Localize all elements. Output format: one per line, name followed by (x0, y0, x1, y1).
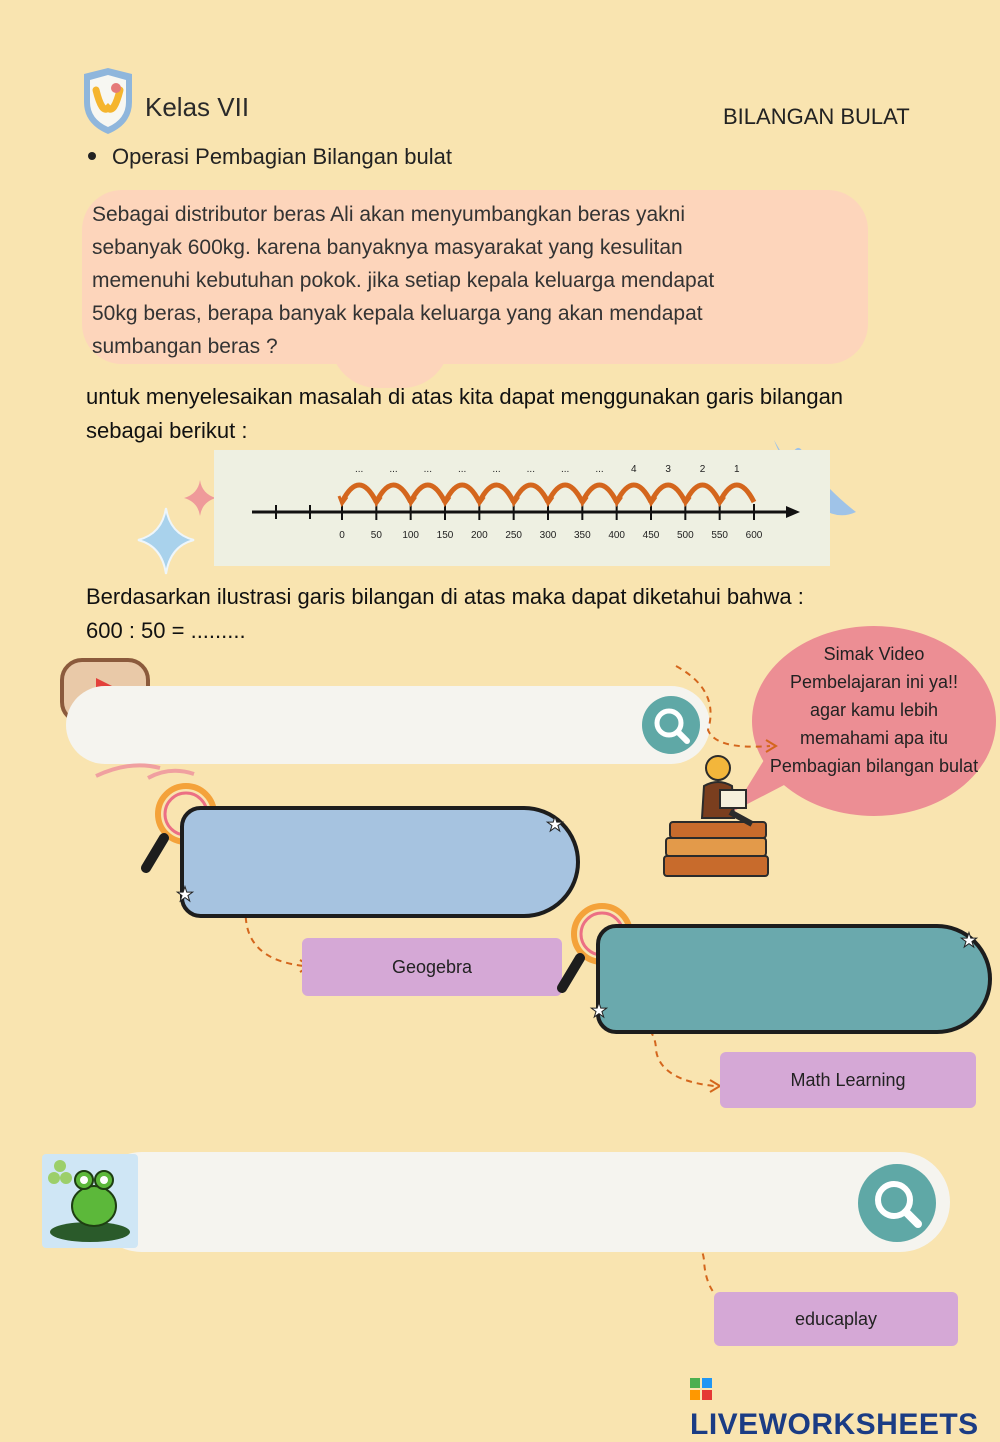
tick-label: 400 (608, 530, 626, 541)
axis-arrow-icon (786, 506, 800, 518)
problem-line: 50kg beras, berapa banyak kepala keluarga yang akan mendapat (92, 302, 703, 325)
tick-label: 0 (339, 530, 345, 541)
jump-label: 1 (734, 464, 740, 475)
jump-label: 3 (665, 464, 671, 475)
jump-arc (651, 485, 685, 502)
problem-line: memenuhi kebutuhan pokok. jika setiap kepala keluarga mendapat (92, 269, 715, 292)
tick-label: 150 (436, 530, 454, 541)
section-bullet-text: Operasi Pembagian Bilangan bulat (112, 144, 453, 169)
tick-label: 450 (642, 530, 660, 541)
jump-label: ... (526, 464, 536, 475)
jump-arc (720, 485, 754, 502)
number-line-svg (214, 450, 830, 566)
problem-text (92, 198, 852, 363)
jump-arc (376, 485, 410, 502)
jump-arc (685, 485, 719, 502)
jump-label: ... (354, 464, 364, 475)
jump-arc (514, 485, 548, 502)
tick-label: 600 (745, 530, 763, 541)
geogebra-card[interactable] (180, 806, 580, 918)
conclusion-line: Berdasarkan ilustrasi garis bilangan di atas maka dapat diketahui bahwa : (86, 584, 804, 609)
search-icon (858, 1164, 936, 1242)
jump-label: 4 (631, 464, 637, 475)
problem-line: sumbangan beras ? (92, 335, 278, 358)
bullet-dot-icon (88, 152, 96, 160)
video-search-bar[interactable] (66, 686, 710, 764)
number-line-illustration (214, 450, 830, 566)
problem-line: Sebagai distributor beras Ali akan menyumbangkan beras yakni (92, 203, 686, 226)
educaplay-label: educaplay (794, 1309, 878, 1329)
tick-label: 550 (711, 530, 729, 541)
section-bullet (88, 144, 452, 170)
jump-label: ... (492, 464, 501, 475)
speech-line: agar kamu lebih (809, 700, 939, 720)
speech-line: memahami apa itu (799, 728, 949, 748)
tick-label: 100 (402, 530, 420, 541)
jump-label: ... (457, 464, 467, 475)
star-icon: ★ (960, 930, 978, 952)
equation: 600 : 50 = ......... (86, 618, 246, 643)
speech-line: Pembagian bilangan bulat (769, 756, 979, 776)
jump-arc (411, 485, 445, 502)
search-icon (642, 696, 700, 754)
problem-line: sebanyak 600kg. karena banyaknya masyarakat yang kesulitan (92, 236, 683, 259)
tick-label: 300 (539, 530, 557, 541)
video-search-button[interactable] (642, 696, 700, 754)
math-learning-link[interactable] (720, 1052, 976, 1108)
tick-label: 500 (676, 530, 694, 541)
intro-line: untuk menyelesaikan masalah di atas kita dapat menggunakan garis bilangan (86, 384, 844, 409)
jump-label: ... (560, 464, 570, 475)
liveworksheets-logo-icon (690, 1378, 712, 1400)
jump-arc (479, 485, 513, 502)
jump-label: ... (423, 464, 433, 475)
tick-label: 200 (470, 530, 488, 541)
speech-line: Simak Video (823, 644, 925, 664)
geogebra-label: Geogebra (391, 957, 473, 977)
educaplay-search-button[interactable] (858, 1164, 936, 1242)
math-learning-card[interactable] (596, 924, 992, 1034)
topic-title: BILANGAN BULAT (723, 104, 910, 129)
sparkle-icon (130, 478, 220, 578)
star-icon: ★ (546, 814, 564, 836)
geogebra-link[interactable] (302, 938, 562, 996)
tick-label: 350 (573, 530, 591, 541)
footer-brand: LIVEWORKSHEETS (690, 1408, 979, 1441)
jump-label: ... (389, 464, 398, 475)
jump-arc (582, 485, 616, 502)
tick-label: 250 (505, 530, 523, 541)
math-learning-label: Math Learning (790, 1070, 906, 1090)
school-shield-logo (80, 68, 136, 134)
liveworksheets-footer[interactable] (690, 1374, 1000, 1442)
jump-label: ... (595, 464, 604, 475)
educaplay-link[interactable] (714, 1292, 958, 1346)
educaplay-search-bar[interactable] (92, 1152, 950, 1252)
star-icon: ★ (590, 1000, 608, 1022)
jump-arc (342, 485, 376, 502)
jump-arc (548, 485, 582, 502)
tick-label: 50 (370, 530, 382, 541)
star-icon: ★ (176, 884, 194, 906)
jump-arc (445, 485, 479, 502)
speech-text (752, 640, 996, 780)
jump-label: 2 (699, 464, 706, 475)
frog-game-icon[interactable] (42, 1154, 138, 1248)
jump-arc (617, 485, 651, 502)
speech-line: Pembelajaran ini ya!! (789, 672, 959, 692)
intro-line: sebagai berikut : (86, 418, 248, 443)
class-label: Kelas VII (145, 92, 250, 122)
girl-reading-illustration (662, 752, 774, 886)
